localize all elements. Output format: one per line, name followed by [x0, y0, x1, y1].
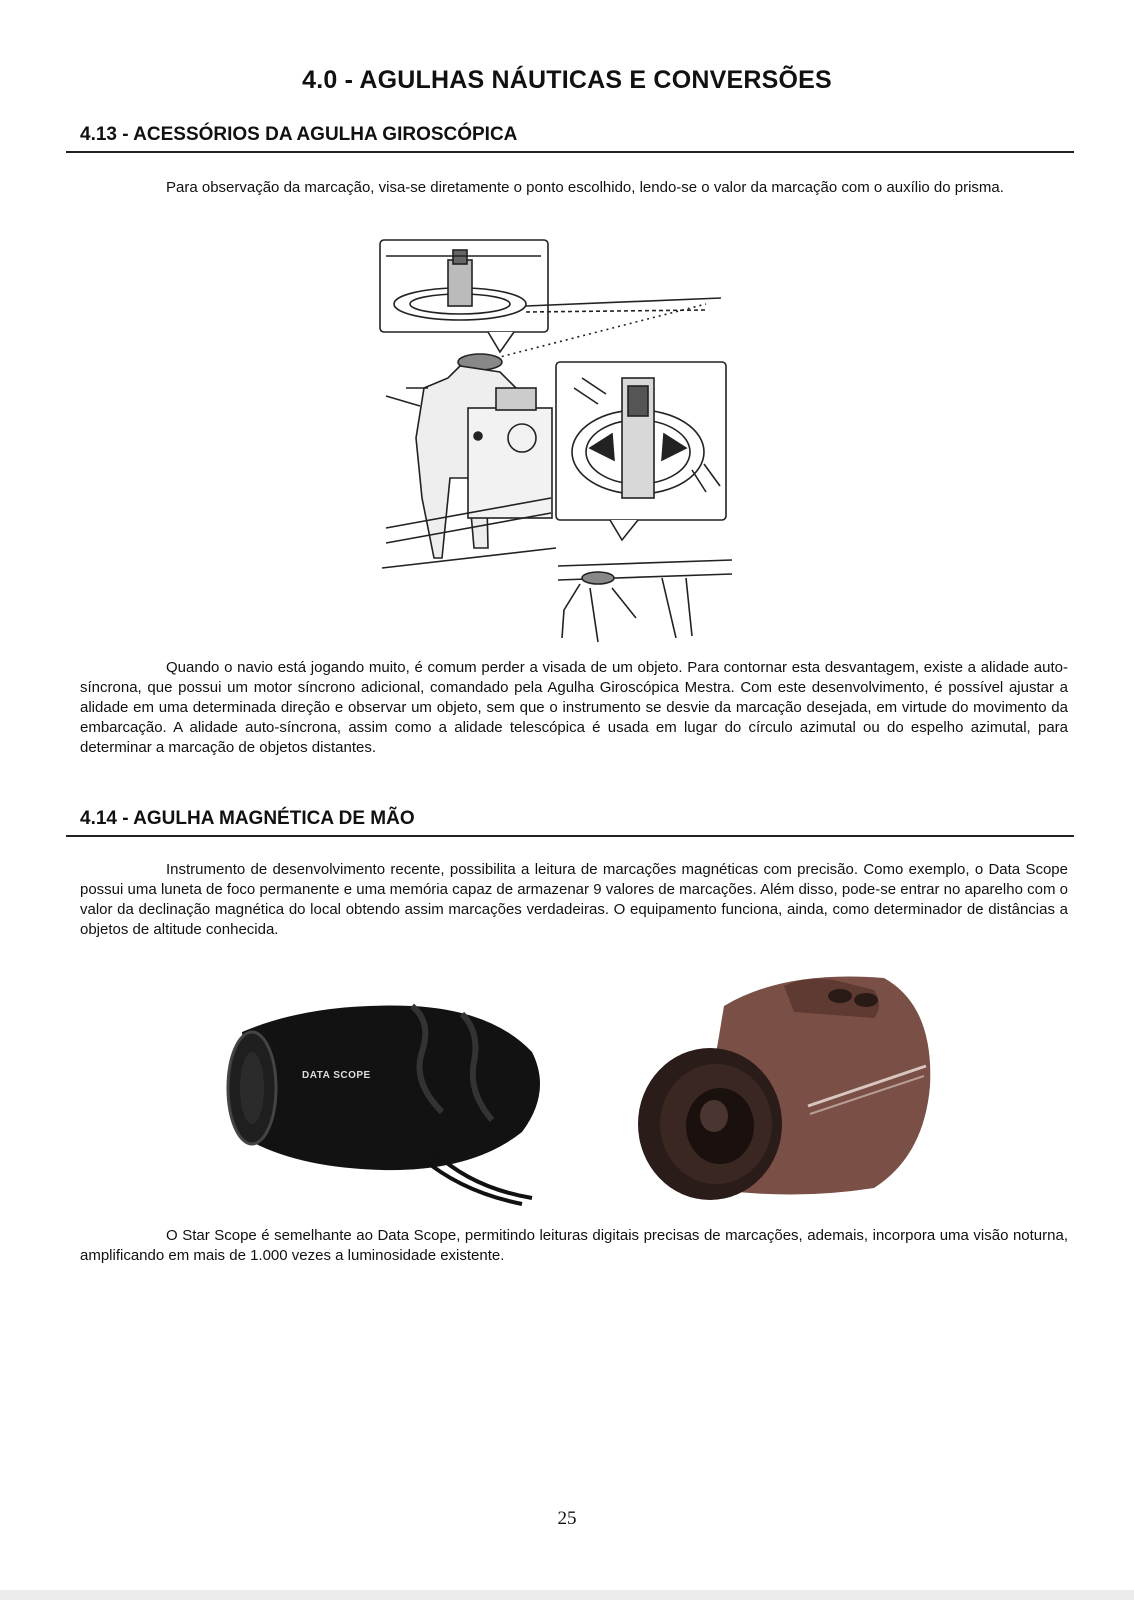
chapter-title: 4.0 - AGULHAS NÁUTICAS E CONVERSÕES — [302, 66, 832, 94]
data-scope-label: DATA SCOPE — [302, 1070, 371, 1081]
paragraph: Quando o navio está jogando muito, é comum perder a visada de um objeto. Para contornar esta desvantagem, existe a alidade auto-síncrona, que possui um motor síncrono adicional, comandado pela Agulha Giroscópica Mestra. Com este desenvolvimento, é possível ajustar a alidade em uma determinada direção e observar um objeto, sem que o instrumento se desvie da marcação desejada, em virtude do movimento da embarcação. A alidade auto-síncrona, assim como a alidade telescópica é usada em lugar do círculo azimutal ou do espelho azimutal, para determinar a marcação de objetos distantes. — [80, 659, 1068, 756]
paragraph: Instrumento de desenvolvimento recente, possibilita a leitura de marcações magnéticas com precisão. Como exemplo, o Data Scope possui uma luneta de foco permanente e uma memória capaz de armazenar 9 valores de marcações. Além disso, pode-se entrar no aparelho com o valor da declinação magnética do local obtendo assim marcações verdadeiras. O equipamento funciona, ainda, como determinador de distâncias a objetos de altitude conhecida. — [80, 861, 1068, 938]
data-scope-drawing — [222, 992, 552, 1206]
data-scope-photo — [222, 992, 552, 1206]
section-heading-4-13: 4.13 - ACESSÓRIOS DA AGULHA GIROSCÓPICA — [80, 124, 518, 145]
paragraph: Para observação da marcação, visa-se diretamente o ponto escolhido, lendo-se o valor da marcação com o auxílio do prisma. — [166, 179, 1004, 196]
star-scope-photo — [634, 966, 934, 1206]
gyro-alidade-illustration — [376, 238, 736, 646]
section-heading-4-14: 4.14 - AGULHA MAGNÉTICA DE MÃO — [80, 808, 415, 829]
section-rule — [66, 151, 1074, 153]
page-edge — [0, 1590, 1134, 1600]
paragraph: O Star Scope é semelhante ao Data Scope, permitindo leituras digitais precisas de marcações, ademais, incorpora uma visão noturna, amplificando em mais de 1.000 vezes a luminosidade existente. — [80, 1227, 1068, 1264]
section-rule — [66, 835, 1074, 837]
star-scope-drawing — [634, 966, 934, 1206]
page-number: 25 — [557, 1508, 577, 1529]
gyro-alidade-drawing — [376, 238, 736, 646]
